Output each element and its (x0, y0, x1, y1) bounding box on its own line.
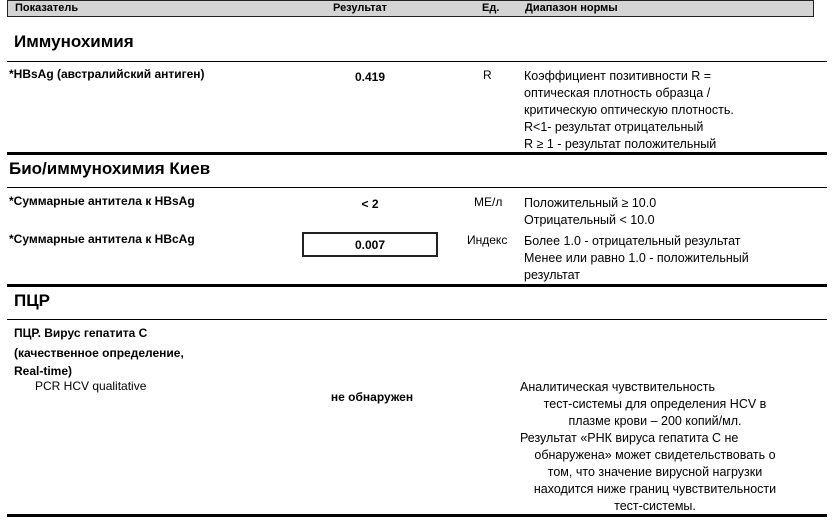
table-row (0, 323, 832, 515)
section-divider (7, 284, 827, 287)
row-subname: PCR HCV qualitative (35, 379, 147, 393)
section-title-pcr: ПЦР (14, 291, 50, 310)
row-unit: Индекс (467, 233, 508, 247)
section-divider (7, 514, 827, 517)
row-result: не обнаружен (330, 390, 414, 404)
divider (7, 319, 827, 320)
table-row (0, 191, 832, 229)
row-result-highlighted: 0.007 (302, 232, 438, 257)
section-divider (7, 152, 827, 155)
header-result: Результат (333, 2, 388, 14)
divider (7, 187, 827, 188)
table-row (0, 64, 832, 154)
row-result: 0.419 (354, 70, 386, 84)
row-range: Коэффициент позитивности R = оптическая плотность образца / критическую оптическую плотность. R<1- результат отрицательный R ≥ 1 - результат положительный (524, 69, 734, 151)
row-name: ПЦР. Вирус гепатита С (качественное определение, Real-time) (14, 326, 184, 378)
row-unit: R (483, 68, 492, 82)
row-range: Более 1.0 - отрицательный результат Менее или равно 1.0 - положительный результат (524, 234, 749, 282)
row-range: Аналитическая чувствительность тест-системы для определения HCV в плазме крови – 200 копий/мл. Результат «РНК вируса гепатита С не обнаружена» может свидетельствовать о том, что значение вирусной нагрузки находится ниже границ чувствительности тест-системы. (520, 380, 777, 513)
row-range: Положительный ≥ 10.0 Отрицательный < 10.0 (524, 196, 657, 227)
header-indicator: Показатель (15, 2, 79, 14)
row-result: < 2 (361, 197, 379, 211)
header-unit: Ед. (482, 2, 500, 14)
header-range: Диапазон нормы (525, 2, 618, 14)
table-header (7, 0, 814, 17)
row-name: *HBsAg (австралийский антиген) (9, 67, 205, 81)
section-title-immuno: Иммунохимия (14, 32, 134, 51)
row-name: *Суммарные антитела к HBcAg (9, 232, 195, 246)
table-row (0, 229, 832, 284)
row-name: *Суммарные антитела к HBsAg (9, 194, 195, 208)
row-unit: МЕ/л (474, 195, 503, 209)
section-title-bio: Био/иммунохимия Киев (9, 159, 211, 178)
divider (7, 61, 827, 62)
